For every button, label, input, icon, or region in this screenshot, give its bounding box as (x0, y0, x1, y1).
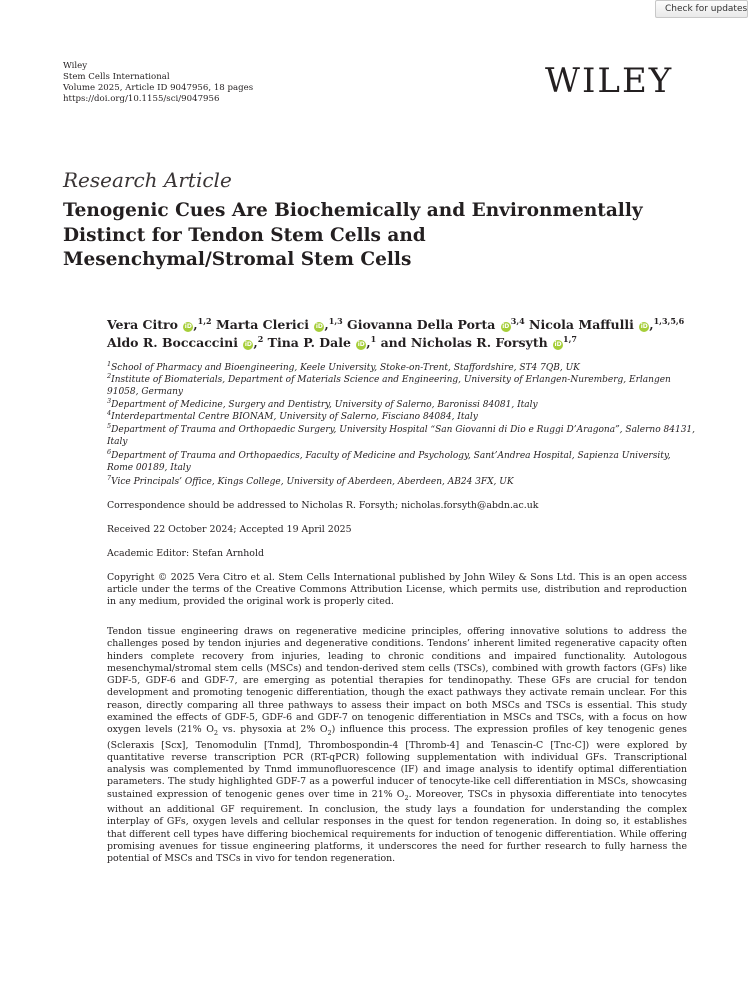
received-accepted-dates: Received 22 October 2024; Accepted 19 April 2025 (107, 524, 352, 535)
orcid-icon[interactable]: iD (554, 341, 562, 349)
affiliation: $^3$Department of Medicine, Surgery and Dentistry, University of Salerno, Baronissi 84081, Italy (107, 397, 538, 410)
author-name[interactable]: Marta Clerici (215, 317, 310, 333)
author-name[interactable]: Nicholas R. Forsyth (410, 335, 548, 351)
author-name[interactable]: Tina P. Dale (267, 335, 351, 351)
doi-link[interactable]: https://doi.org/10.1155/sci/9047956 (63, 94, 220, 104)
author-name[interactable]: Nicola Maffulli (529, 317, 634, 333)
author-name[interactable]: Vera Citro (107, 317, 178, 333)
authors-line-1: Vera Citro iD,$^{1,2}$ Marta Clerici iD,$^{1,3}$ Giovanna Della Porta iD$^{3,4}$ Nicola Maffulli iD,$^{1,3,5,6}$ (107, 316, 685, 333)
copyright-notice: Copyright © 2025 Vera Citro et al. Stem Cells International published by John Wiley & Sons Ltd. This is an open access article under the terms of the Creative Commons Attribution License, which permits use, distribution and reproduction in any medium, provided the original work is properly cited. (107, 572, 687, 608)
check-updates-label: Check for updates (665, 4, 748, 14)
orcid-icon[interactable]: iD (244, 341, 252, 349)
affiliation: $^7$Vice Principals’ Office, Kings College, University of Aberdeen, Aberdeen, AB24 3FX, UK (107, 474, 514, 487)
affiliation: $^1$School of Pharmacy and Bioengineering, Keele University, Stoke-on-Trent, Staffordshire, ST4 7QB, UK (107, 360, 580, 373)
publisher-name: Wiley (63, 61, 88, 71)
orcid-icon[interactable]: iD (357, 341, 365, 349)
article-title: Tenogenic Cues Are Biochemically and Environmentally Distinct for Tendon Stem Cells and Mesenchymal/Stromal Stem Cells (63, 200, 643, 270)
check-for-updates-button[interactable] (655, 0, 748, 18)
correspondence: Correspondence should be addressed to Nicholas R. Forsyth; nicholas.forsyth@abdn.ac.uk (107, 500, 539, 511)
affiliation: $^6$Department of Trauma and Orthopaedics, Faculty of Medicine and Psychology, Sant’Andrea Hospital, Sapienza University, Rome 00189, Italy (107, 448, 671, 474)
author-name[interactable]: Giovanna Della Porta (347, 317, 496, 333)
affiliation: $^4$Interdepartmental Centre BIONAM, University of Salerno, Fisciano 84084, Italy (107, 409, 478, 422)
affiliation: $^2$Institute of Biomaterials, Department of Materials Science and Engineering, University of Erlangen-Nuremberg, Erlangen 91058, Germany (107, 372, 671, 398)
article-type: Research Article (63, 168, 232, 192)
orcid-icon[interactable]: iD (315, 323, 323, 331)
authors-line-2: Aldo R. Boccaccini iD,$^2$ Tina P. Dale iD,$^1$ and Nicholas R. Forsyth iD$^{1,7}$ (107, 334, 577, 351)
affiliation: $^5$Department of Trauma and Orthopaedic Surgery, University Hospital “San Giovanni di Dio e Ruggi D’Aragona”, Salerno 84131, Italy (107, 422, 696, 448)
orcid-icon[interactable]: iD (640, 323, 648, 331)
orcid-icon[interactable]: iD (184, 323, 192, 331)
author-name[interactable]: Aldo R. Boccaccini (107, 335, 238, 351)
orcid-icon[interactable]: iD (502, 323, 510, 331)
journal-name: Stem Cells International (63, 72, 170, 82)
wiley-logo: WILEY (545, 61, 674, 101)
academic-editor: Academic Editor: Stefan Arnhold (107, 548, 264, 559)
volume-line: Volume 2025, Article ID 9047956, 18 pages (63, 83, 254, 93)
abstract: Tendon tissue engineering draws on regenerative medicine principles, offering innovative solutions to address the challenges posed by tendon injuries and degenerative conditions. Tendons’ inherent limited regenerative capacity often hinders complete recovery from injuries, leading to chronic conditions and impaired functionality. Autologous mesenchymal/stromal stem cells (MSCs) and tendon-derived stem cells (TSCs), combined with growth factors (GFs) like GDF-5, GDF-6 and GDF-7, are emerging as potential therapies for tendinopathy. These GFs are crucial for tendon development and promoting tenogenic differentiation, though the exact pathways they activate remain unclear. For this reason, directly comparing all three pathways to assess their impact on both MSCs and TSCs is essential. This study examined the effects of GDF-5, GDF-6 and GDF-7 on tenogenic differentiation in MSCs and TSCs, with a focus on how oxygen levels (21% $O_2$ vs. physoxia at 2% $O_2$) influence this process. The expression profiles of key tenogenic genes (Scleraxis [Scx], Tenomodulin [Tnmd], Thrombospondin-4 [Thromb-4] and Tenascin-C [Tnc-C]) were explored by quantitative reverse transcription PCR (RT-qPCR) following supplementation with individual GFs. Transcriptional analysis was complemented by Tnmd immunofluorescence (IF) and image analysis to identify optimal differentiation parameters. The study highlighted GDF-7 as a powerful inducer of tenocyte-like cell differentiation in MSCs, showcasing sustained expression of tenogenic genes over time in 21% $O_2$. Moreover, TSCs in physoxia differentiate into tenocytes without an additional GF requirement. In conclusion, the study lays a foundation for understanding the complex interplay of GFs, oxygen levels and cellular responses in the quest for tendon regeneration. In doing so, it establishes that different cell types have differing biochemical requirements for induction of tenogenic differentiation. While offering promising avenues for tissue engineering platforms, it underscores the need for further research to fully harness the potential of MSCs and TSCs in vivo for tendon regeneration. (107, 626, 687, 865)
